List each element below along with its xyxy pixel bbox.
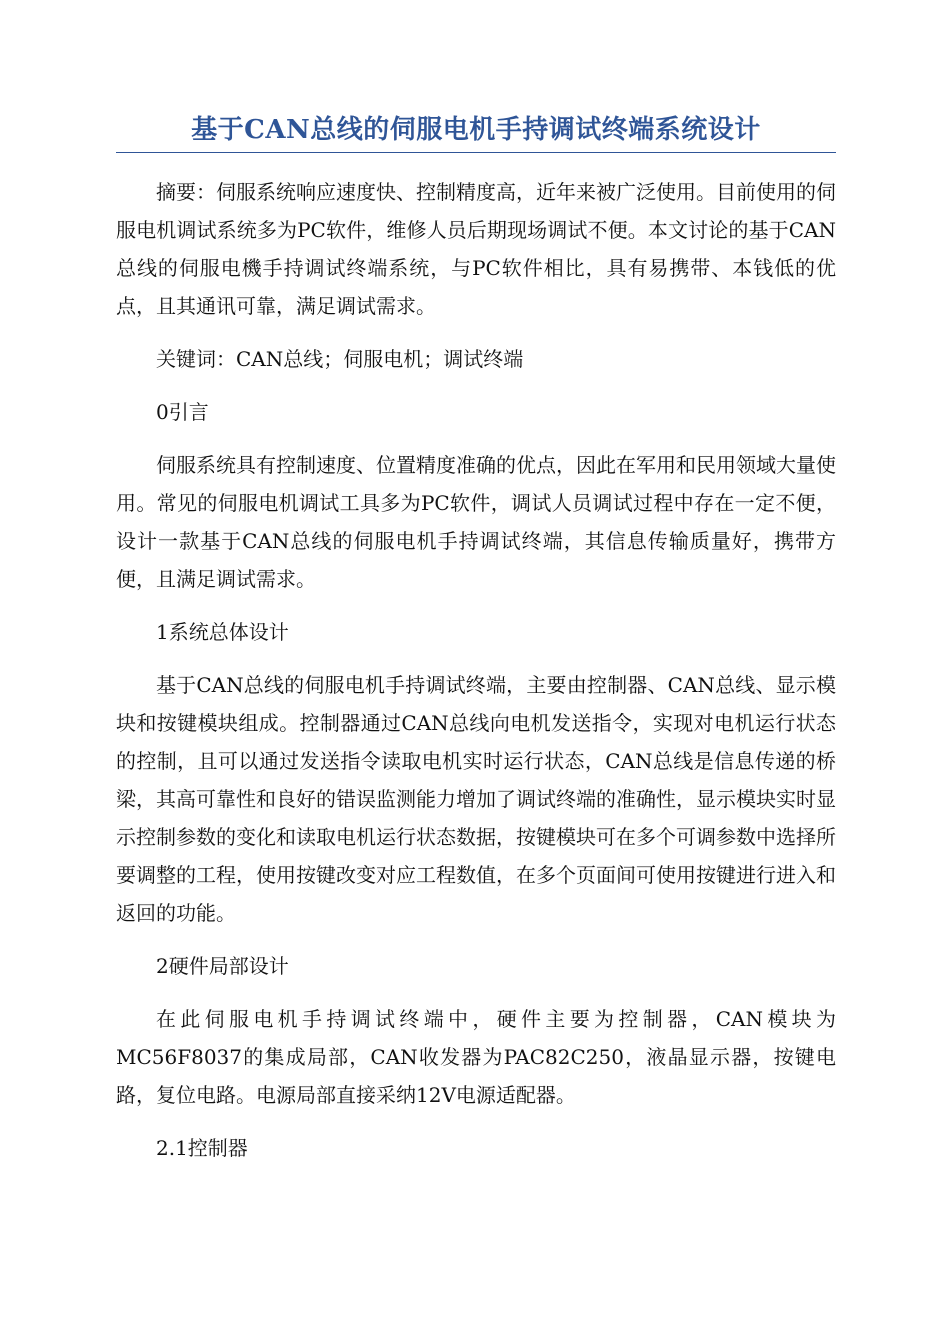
document-page (116, 112, 836, 1182)
section-paragraph-introduction: 伺服系统具有控制速度、位置精度准确的优点，因此在军用和民用领域大量使用。常见的伺服电机调试工具多为PC软件，调试人员调试过程中存在一定不便，设计一款基于CAN总线的伺服电机手持调试终端，其信息传输质量好，携带方便，且满足调试需求。 (116, 453, 836, 591)
keywords-line: 关键词：CAN总线；伺服电机；调试终端 (156, 347, 524, 371)
section-heading-hardware-design: 2硬件局部设计 (156, 954, 289, 978)
document-body (116, 173, 836, 1167)
section-paragraph-hardware-design: 在此伺服电机手持调试终端中，硬件主要为控制器，CAN模块为MC56F8037的集成局部，CAN收发器为PAC82C250，液晶显示器，按键电路，复位电路。电源局部直接采纳12V电源适配器。 (116, 1007, 836, 1107)
section-heading-controller: 2.1控制器 (156, 1136, 248, 1160)
section-heading-introduction: 0引言 (156, 400, 209, 424)
section-paragraph-system-design: 基于CAN总线的伺服电机手持调试终端，主要由控制器、CAN总线、显示模块和按键模块组成。控制器通过CAN总线向电机发送指令，实现对电机运行状态的控制，且可以通过发送指令读取电机实时运行状态，CAN总线是信息传递的桥梁，其高可靠性和良好的错误监测能力增加了调试终端的准确性，显示模块实时显示控制参数的变化和读取电机运行状态数据，按键模块可在多个可调参数中选择所要调整的工程，使用按键改变对应工程数值，在多个页面间可使用按键进行进入和返回的功能。 (116, 673, 836, 925)
section-heading-system-design: 1系统总体设计 (156, 620, 289, 644)
document-title: 基于CAN总线的伺服电机手持调试终端系统设计 (116, 112, 836, 153)
abstract-paragraph: 摘要：伺服系统响应速度快、控制精度高，近年来被广泛使用。目前使用的伺服电机调试系统多为PC软件，维修人员后期现场调试不便。本文讨论的基于CAN总线的伺服电機手持调试终端系统，与PC软件相比，具有易携带、本钱低的优点，且其通讯可靠，满足调试需求。 (116, 180, 836, 318)
